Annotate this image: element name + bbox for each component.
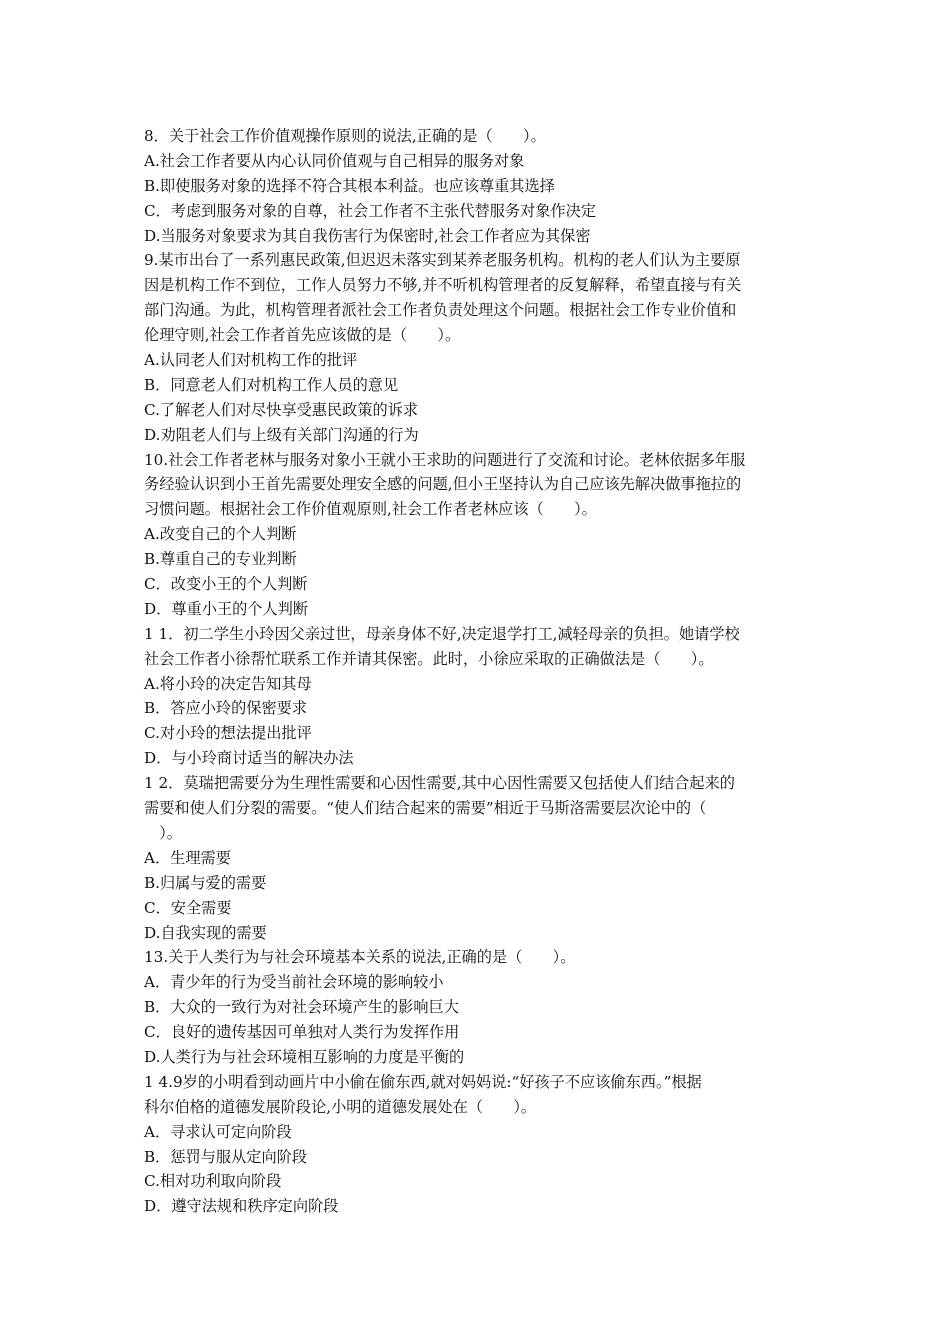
- question-stem: ）。: [144, 823, 182, 842]
- option-a: A．青少年的行为受当前社会环境的影响较小: [144, 973, 444, 992]
- question-stem: 习惯问题。根据社会工作价值观原则,社会工作者老林应该（ ）。: [144, 500, 597, 519]
- option-b: B．同意老人们对机构工作人员的意见: [144, 375, 399, 394]
- question-stem: 8．关于社会工作价值观操作原则的说法,正确的是（ ）。: [144, 127, 546, 145]
- question-stem: 1 1．初二学生小玲因父亲过世，母亲身体不好,决定退学打工,减轻母亲的负担。她请学校: [144, 624, 740, 643]
- question-stem: 社会工作者小徐帮忙联系工作并请其保密。此时，小徐应采取的正确做法是（ ）。: [144, 649, 714, 668]
- option-a: A.认同老人们对机构工作的批评: [144, 351, 358, 370]
- option-a: A．生理需要: [144, 848, 231, 867]
- option-d: D．与小玲商讨适当的解决办法: [144, 749, 354, 768]
- option-d: D.自我实现的需要: [144, 923, 267, 942]
- question-stem: 务经验认识到小王首先需要处理安全感的问题,但小王坚持认为自己应该先解决做事拖拉的: [144, 475, 742, 494]
- question-stem: 因是机构工作不到位，工作人员努力不够,并不听机构管理者的反复解释，希望直接与有关: [144, 276, 742, 295]
- question-stem: 10.社会工作者老林与服务对象小王就小王求助的问题进行了交流和讨论。老林依据多年服: [144, 450, 746, 469]
- question-14: [144, 1070, 814, 1219]
- option-a: A.改变自己的个人判断: [144, 525, 297, 544]
- option-a: A．寻求认可定向阶段: [144, 1122, 292, 1141]
- option-c: C．考虑到服务对象的自尊，社会工作者不主张代替服务对象作决定: [144, 201, 597, 220]
- question-stem: 1 4.9岁的小明看到动画片中小偷在偷东西,就对妈妈说:“好孩子不应该偷东西。”根据: [144, 1072, 702, 1091]
- question-8: [144, 124, 814, 248]
- question-11: [144, 622, 814, 771]
- option-a: A.将小玲的决定告知其母: [144, 674, 312, 693]
- option-c: C.对小玲的想法提出批评: [144, 724, 312, 743]
- option-d: D.劝阻老人们与上级有关部门沟通的行为: [144, 425, 419, 444]
- option-b: B.即使服务对象的选择不符合其根本利益。也应该尊重其选择: [144, 176, 555, 195]
- option-b: B．大众的一致行为对社会环境产生的影响巨大: [144, 998, 459, 1017]
- option-d: D.当服务对象要求为其自我伤害行为保密时,社会工作者应为其保密: [144, 226, 591, 245]
- option-b: B．惩罚与服从定向阶段: [144, 1147, 308, 1166]
- question-stem: 1 2．莫瑞把需要分为生理性需要和心因性需要,其中心因性需要又包括使人们结合起来的: [144, 774, 735, 793]
- option-d: D．遵守法规和秩序定向阶段: [144, 1197, 339, 1216]
- question-stem: 部门沟通。为此，机构管理者派社会工作者负责处理这个问题。根据社会工作专业价值和: [144, 301, 737, 320]
- option-c: C.相对功利取向阶段: [144, 1172, 282, 1191]
- option-a: A.社会工作者要从内心认同价值观与自己相异的服务对象: [144, 151, 525, 170]
- question-stem: 需要和使人们分裂的需要。“使人们结合起来的需要”相近于马斯洛需要层次论中的（: [144, 799, 707, 818]
- question-10: [144, 448, 814, 622]
- document-page: [144, 124, 814, 1219]
- option-c: C．改变小王的个人判断: [144, 575, 308, 594]
- question-9: [144, 248, 814, 447]
- option-c: C．安全需要: [144, 898, 232, 917]
- question-13: [144, 945, 814, 1069]
- question-stem: 9.某市出台了一系列惠民政策,但迟迟未落实到某养老服务机构。机构的老人们认为主要原: [144, 251, 741, 270]
- question-stem: 13.关于人类行为与社会环境基本关系的说法,正确的是（ ）。: [144, 948, 576, 967]
- question-stem: 科尔伯格的道德发展阶段论,小明的道德发展处在（ ）。: [144, 1097, 537, 1116]
- option-d: D.人类行为与社会环境相互影响的力度是平衡的: [144, 1047, 465, 1066]
- option-b: B．答应小玲的保密要求: [144, 699, 308, 718]
- question-12: [144, 771, 814, 945]
- option-d: D．尊重小王的个人判断: [144, 599, 309, 618]
- question-stem: 伦理守则,社会工作者首先应该做的是（ ）。: [144, 326, 461, 345]
- option-b: B.归属与爱的需要: [144, 873, 267, 892]
- option-c: C.了解老人们对尽快享受惠民政策的诉求: [144, 400, 419, 419]
- option-c: C．良好的遗传基因可单独对人类行为发挥作用: [144, 1023, 460, 1042]
- option-b: B.尊重自己的专业判断: [144, 550, 297, 569]
